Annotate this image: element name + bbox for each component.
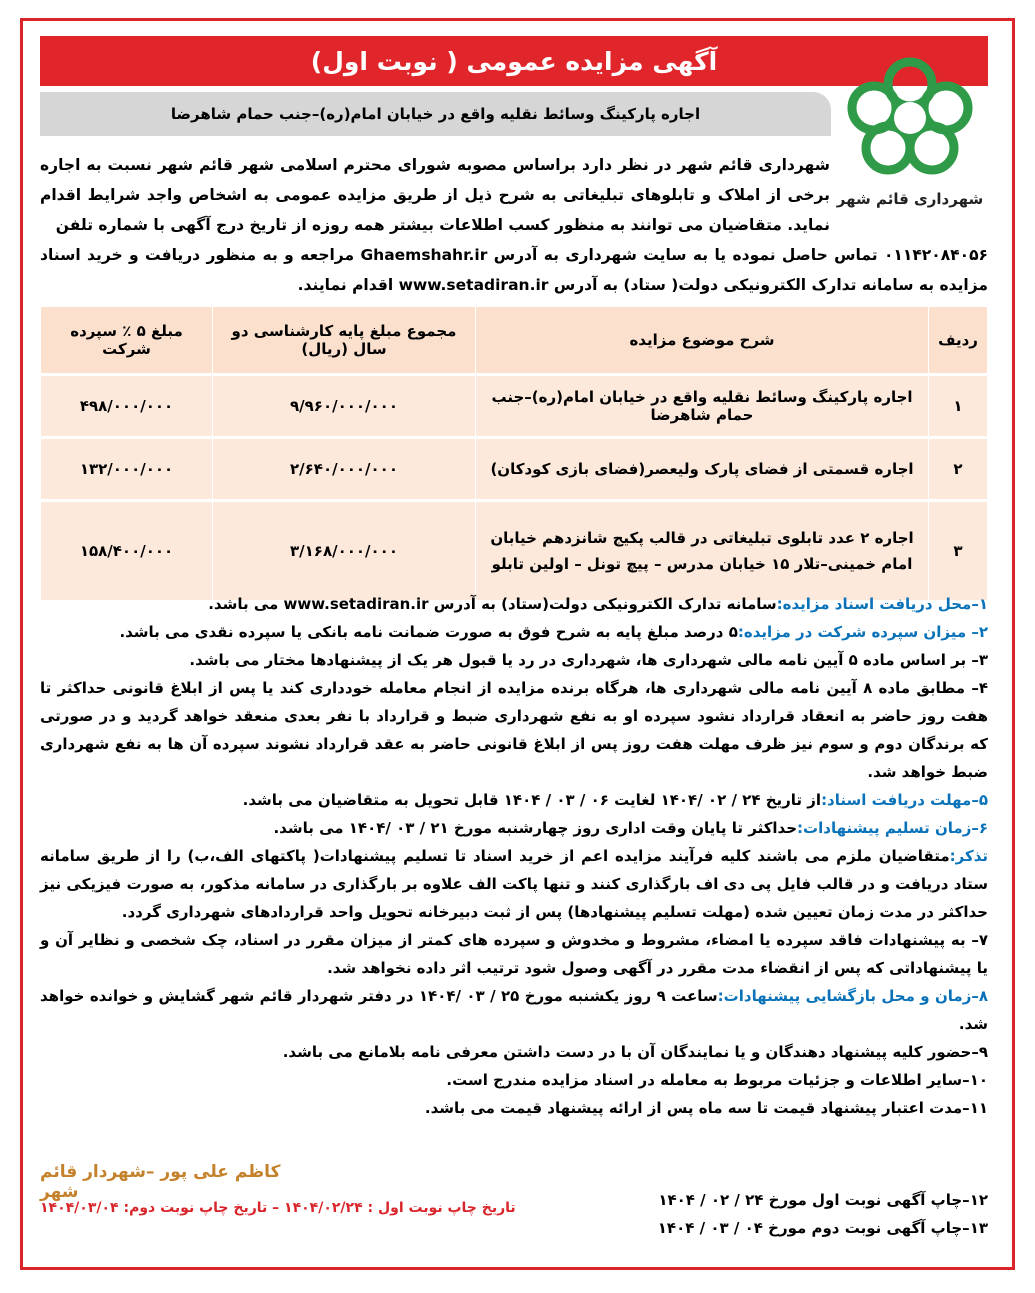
print-dates: تاریخ چاپ نوبت اول : ۱۴۰۴/۰۲/۲۴ – تاریخ چاپ نوبت دوم: ۱۴۰۴/۰۳/۰۴ (40, 1200, 516, 1216)
rule-text: ساعت ۹ روز یکشنبه مورخ ۲۵ / ۰۳ /۱۴۰۴ در دفتر شهردار قائم شهر گشایش و خوانده خواهد شد. (40, 987, 988, 1033)
rule-3: ۳– بر اساس ماده ۵ آیین نامه مالی شهرداری ها، شهرداری در رد یا قبول هر یک از پیشنهادها مختار می باشد. (189, 651, 988, 669)
rule-1 (40, 590, 988, 618)
rule-9: ۹–حضور کلیه پیشنهاد دهندگان و یا نمایندگان آن با در دست داشتن معرفی نامه بلامانع می باشد. (282, 1043, 988, 1061)
rule-label: ۲– میزان سپرده شرکت در مزایده: (737, 623, 988, 641)
mayor-signature: کاظم علی پور –شهردار قائم شهر (40, 1162, 281, 1202)
rule-text: متقاضیان ملزم می باشند کلیه فرآیند مزایده اعم از خرید اسناد تا تسلیم پیشنهادات( پاکتهای الف،ب) را از طریق سامانه ستاد دریافت و در قالب فایل پی دی اف بارگذاری کنند و تنها پاکت الف علاوه بر بارگذاری در سامانه مذکور، به صورت فیزیکی نیز حداکثر در مدت زمان تعیین شده (مهلت تسلیم پیشنهادها) پس از ثبت دبیرخانه تحویل واحد قراردادهای شهرداری گردد. (40, 847, 988, 921)
rule-label: ۱–محل دریافت اسناد مزایده: (776, 595, 988, 613)
auction-items-table (40, 306, 988, 603)
rule-label: ۵–مهلت دریافت اسناد: (821, 791, 988, 809)
row-deposit: ۴۹۸/۰۰۰/۰۰۰ (41, 375, 213, 438)
row-deposit: ۱۵۸/۴۰۰/۰۰۰ (41, 501, 213, 602)
row-desc: اجاره پارکینگ وسائط نقلیه واقع در خیابان امام(ره)–جنب حمام شاهرضا (476, 375, 929, 438)
rule-13: ۱۳–چاپ آگهی نوبت دوم مورخ ۰۴ / ۰۳ / ۱۴۰۴ (657, 1219, 988, 1237)
row-number: ۲ (929, 438, 988, 501)
rule-note (40, 842, 988, 926)
rule-text: حداکثر تا پایان وقت اداری روز چهارشنبه مورخ ۲۱ / ۰۳ /۱۴۰۴ می باشد. (273, 819, 798, 837)
rule-8 (40, 982, 988, 1038)
row-base: ۹/۹۶۰/۰۰۰/۰۰۰ (213, 375, 476, 438)
rule-6 (40, 814, 988, 842)
table-row (41, 375, 988, 438)
municipality-logo (832, 52, 988, 222)
table-row (41, 438, 988, 501)
rule-text: ۵ درصد مبلغ پایه به شرح فوق به صورت ضمانت نامه بانکی یا سپرده نقدی می باشد. (119, 623, 738, 641)
col-header-desc: شرح موضوع مزایده (476, 307, 929, 375)
col-header-row: ردیف (929, 307, 988, 375)
intro-paragraph: شهرداری قائم شهر در نظر دارد براساس مصوبه شورای محترم اسلامی شهر قائم شهر نسبت به اجاره برخی از املاک و تابلوهای تبلیغاتی به شرح ذیل از طریق مزایده عمومی به اشخاص واجد شرایط اقدام نماید. متقاضیان می توانند به منظور کسب اطلاعات بیشتر همه روزه از تاریخ درج آگهی با شماره تلفن (40, 156, 830, 234)
intro-paragraph-contact: ۰۱۱۴۲۰۸۴۰۵۶ تماس حاصل نموده یا به سایت شهرداری به آدرس Ghaemshahr.ir مراجعه و به منظور دریافت و خرید اسناد مزایده به سامانه تدارک الکترونیکی دولت( ستاد) به آدرس www.setadiran.ir اقدام نمایند. (40, 246, 989, 294)
logo-text: شهرداری قائم شهر (836, 190, 984, 208)
row-number: ۳ (929, 501, 988, 602)
row-deposit: ۱۳۲/۰۰۰/۰۰۰ (41, 438, 213, 501)
rule-7: ۷– به پیشنهادات فاقد سپرده یا امضاء، مشروط و مخدوش و سپرده های کمتر از میزان مقرر در اسناد، چک شخصی و نظایر آن و یا پیشنهاداتی که پس از انقضاء مدت مقرر در آگهی وصول شود ترتیب اثر داده نخواهد شد. (40, 931, 988, 977)
rule-2 (40, 618, 988, 646)
page-subtitle: اجاره پارکینگ وسائط نقلیه واقع در خیابان امام(ره)–جنب حمام شاهرضا (40, 92, 831, 136)
auction-conditions (40, 590, 988, 1122)
rule-label: ۶–زمان تسلیم پیشنهادات: (797, 819, 988, 837)
page-title: آگهی مزایده عمومی ( نوبت اول) (40, 36, 988, 86)
row-number: ۱ (929, 375, 988, 438)
print-schedule (580, 1186, 988, 1242)
rule-4: ۴– مطابق ماده ۸ آیین نامه مالی شهرداری ها، هرگاه برنده مزایده از انجام معامله خودداری کند یا پس از ابلاغ قانونی حداکثر تا هفت روز حاضر به انعقاد قرارداد نشود سپرده او به نفع شهرداری ضبط و قرارداد با نفر بعدی منعقد خواهد گردید و در صورتی که برندگان دوم و سوم نیز ظرف مهلت هفت روز پس از ابلاغ قانونی حاضر به عقد قرارداد نشوند سپرده آن ها به نفع شهرداری ضبط خواهد شد. (40, 679, 988, 781)
rule-11: ۱۱–مدت اعتبار پیشنهاد قیمت تا سه ماه پس از ارائه پیشنهاد قیمت می باشد. (424, 1099, 988, 1117)
rule-text: از تاریخ ۲۴ / ۰۲ /۱۴۰۴ لغایت ۰۶ / ۰۳ / ۱۴۰۴ قابل تحویل به متقاضیان می باشد. (242, 791, 822, 809)
row-desc: اجاره ۲ عدد تابلوی تبلیغاتی در قالب پکیج شانزدهم خیابان امام خمینی–تلار ۱۵ خیابان مدرس – پیچ تونل – اولین تابلو (476, 501, 929, 602)
rule-text: سامانه تدارک الکترونیکی دولت(ستاد) به آدرس www.setadiran.ir می باشد. (208, 595, 777, 613)
rule-label: تذکر: (949, 847, 988, 865)
rule-10: ۱۰–سایر اطلاعات و جزئیات مربوط به معامله در اسناد مزایده مندرج است. (446, 1071, 988, 1089)
row-base: ۳/۱۶۸/۰۰۰/۰۰۰ (213, 501, 476, 602)
rule-12: ۱۲–چاپ آگهی نوبت اول مورخ ۲۴ / ۰۲ / ۱۴۰۴ (658, 1191, 988, 1209)
col-header-base: مجموع مبلغ پایه کارشناسی دو سال (ریال) (213, 307, 476, 375)
col-header-deposit: مبلغ ۵ ٪ سپرده شرکت (41, 307, 213, 375)
row-desc: اجاره قسمتی از فضای پارک ولیعصر(فضای بازی کودکان) (476, 438, 929, 501)
table-row (41, 501, 988, 602)
municipality-emblem-icon (832, 52, 988, 182)
rule-5 (40, 786, 988, 814)
row-base: ۲/۶۴۰/۰۰۰/۰۰۰ (213, 438, 476, 501)
rule-label: ۸–زمان و محل بازگشایی پیشنهادات: (717, 987, 988, 1005)
